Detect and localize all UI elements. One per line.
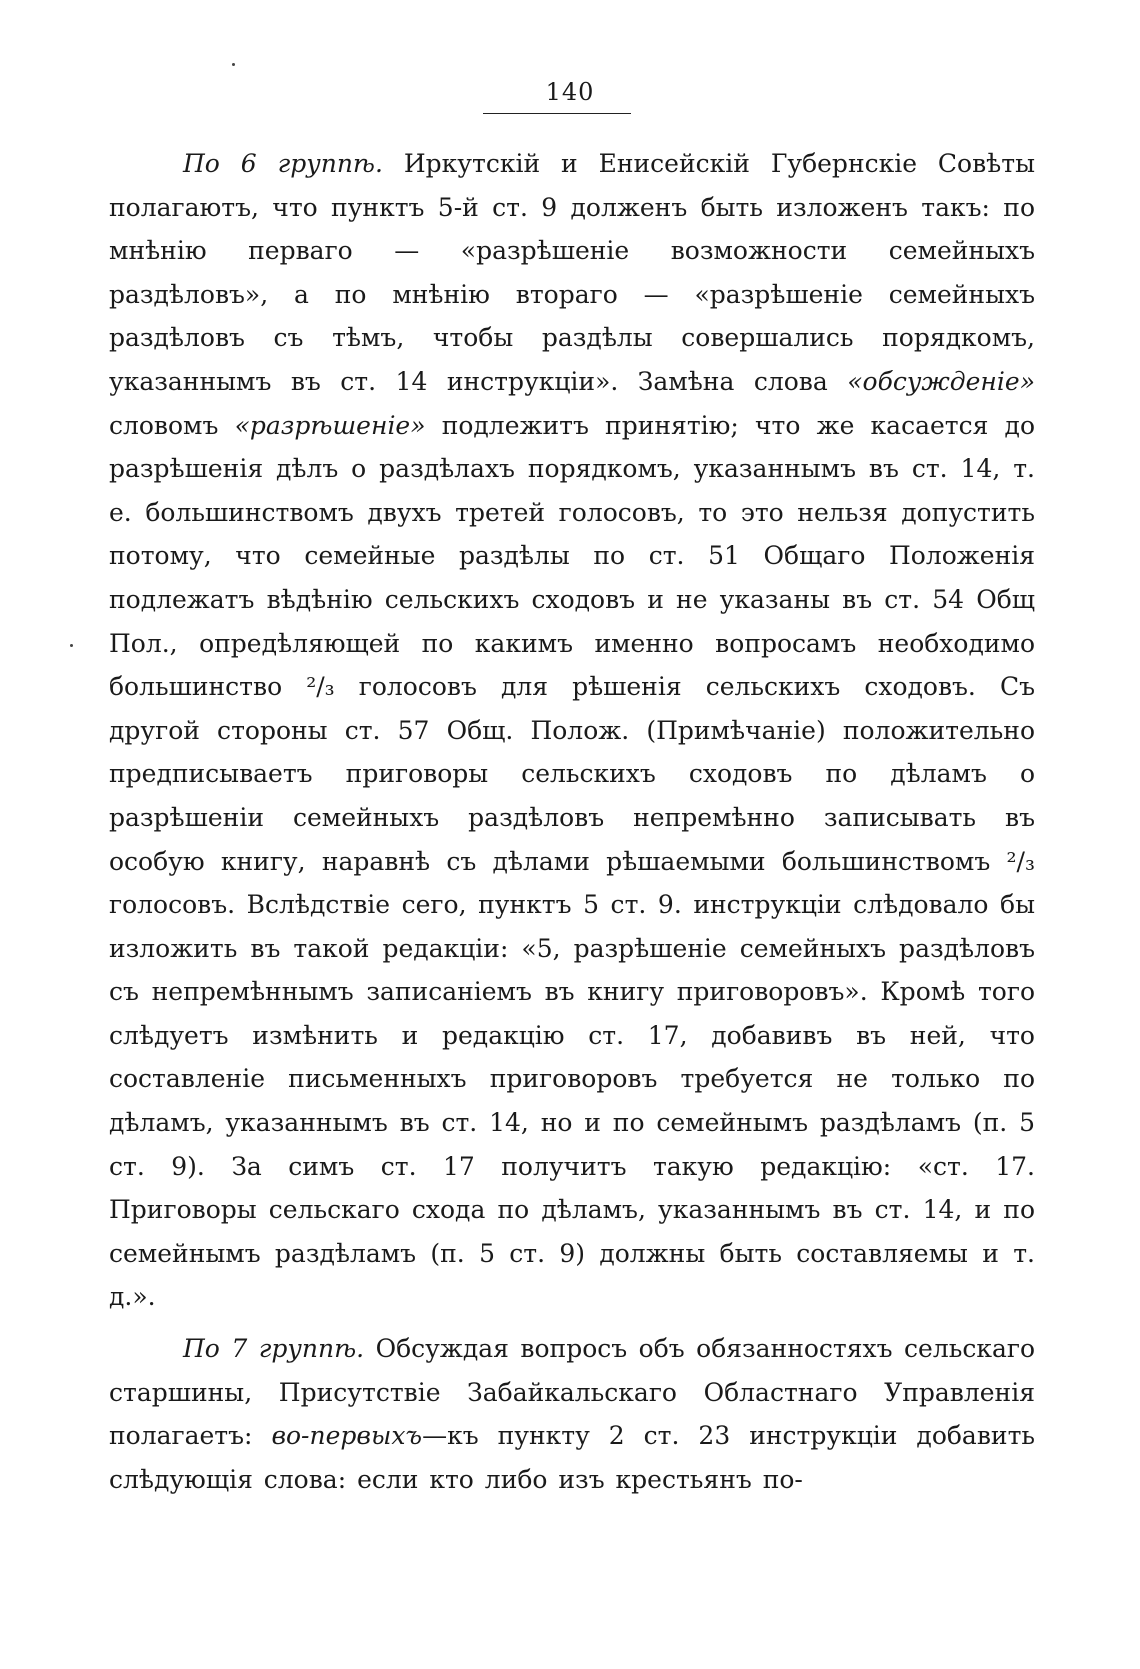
group-7-text-part-2: —къ пункту 2 ст. 23 инструкціи добавить слѣдующія слова: если кто либо изъ крестьянъ по- [109, 1421, 1036, 1494]
term-vo-pervykh: во-первыхъ [271, 1421, 423, 1451]
paragraph-group-7 [109, 1327, 1035, 1501]
group-6-label: По 6 группѣ. [183, 149, 383, 178]
group-6-text-part-1: Иркутскій и Енисейскій Губернскіе Совѣты полагаютъ, что пунктъ 5-й ст. 9 долженъ быть изложенъ такъ: по мнѣнію перваго — «разрѣшеніе возможности семейныхъ раздѣловъ», а по мнѣнію втораго — «разрѣшеніе семейныхъ раздѣловъ съ тѣмъ, чтобы раздѣлы совершались порядкомъ, указаннымъ въ ст. 14 инструкціи». Замѣна слова [109, 149, 1035, 396]
body-text [109, 142, 1035, 1501]
page-number-rule [483, 113, 631, 114]
group-7-text-part-1: Обсуждая вопросъ объ обязанностяхъ сельскаго старшины, Присутствіе Забайкальскаго Областнаго Управленія полагаетъ: [109, 1334, 1036, 1451]
group-7-label: По 7 группѣ. [183, 1334, 365, 1364]
group-6-text-part-3: подлежитъ принятію; что же касается до разрѣшенія дѣлъ о раздѣлахъ порядкомъ, указаннымъ въ ст. 14, т. е. большинствомъ двухъ третей голосовъ, то это нельзя допустить потому, что семейные раздѣлы по ст. 51 Общаго Положенія подлежатъ вѣдѣнію сельскихъ сходовъ и не указаны въ ст. 54 Общ Пол., опредѣляющей по какимъ именно вопросамъ необходимо большинство ²/₃ голосовъ для рѣшенія сельскихъ сходовъ. Съ другой стороны ст. 57 Общ. Полож. (Примѣчаніе) положительно предписываетъ приговоры сельскихъ сходовъ по дѣламъ о разрѣшеніи семейныхъ раздѣловъ непремѣнно записывать въ особую книгу, наравнѣ съ дѣлами рѣшаемыми большинствомъ ²/₃ голосовъ. Вслѣдствіе сего, пунктъ 5 ст. 9. инструкціи слѣдовало бы изложить въ такой редакціи: «5, разрѣшеніе семейныхъ раздѣловъ съ непремѣннымъ записаніемъ въ книгу приговоровъ». Кромѣ того слѣдуетъ измѣнить и редакцію ст. 17, добавивъ въ ней, что составленіе письменныхъ приговоровъ требуется не только по дѣламъ, указаннымъ въ ст. 14, но и по семейнымъ раздѣламъ (п. 5 ст. 9). За симъ ст. 17 получитъ такую редакцію: «ст. 17. Приговоры сельскаго схода по дѣламъ, указаннымъ въ ст. 14, и по семейнымъ раздѣламъ (п. 5 ст. 9) должны быть составляемы и т. д.». [109, 410, 1036, 1312]
paragraph-group-6 [109, 142, 1035, 1319]
print-speck [232, 63, 235, 66]
group-6-text-part-2: словомъ [109, 410, 235, 440]
page-number: 140 [545, 78, 595, 106]
term-obsuzhdenie: «обсужденіе» [847, 366, 1035, 396]
print-speck [70, 644, 73, 647]
term-razreshenie: «разрѣшеніе» [234, 410, 426, 440]
